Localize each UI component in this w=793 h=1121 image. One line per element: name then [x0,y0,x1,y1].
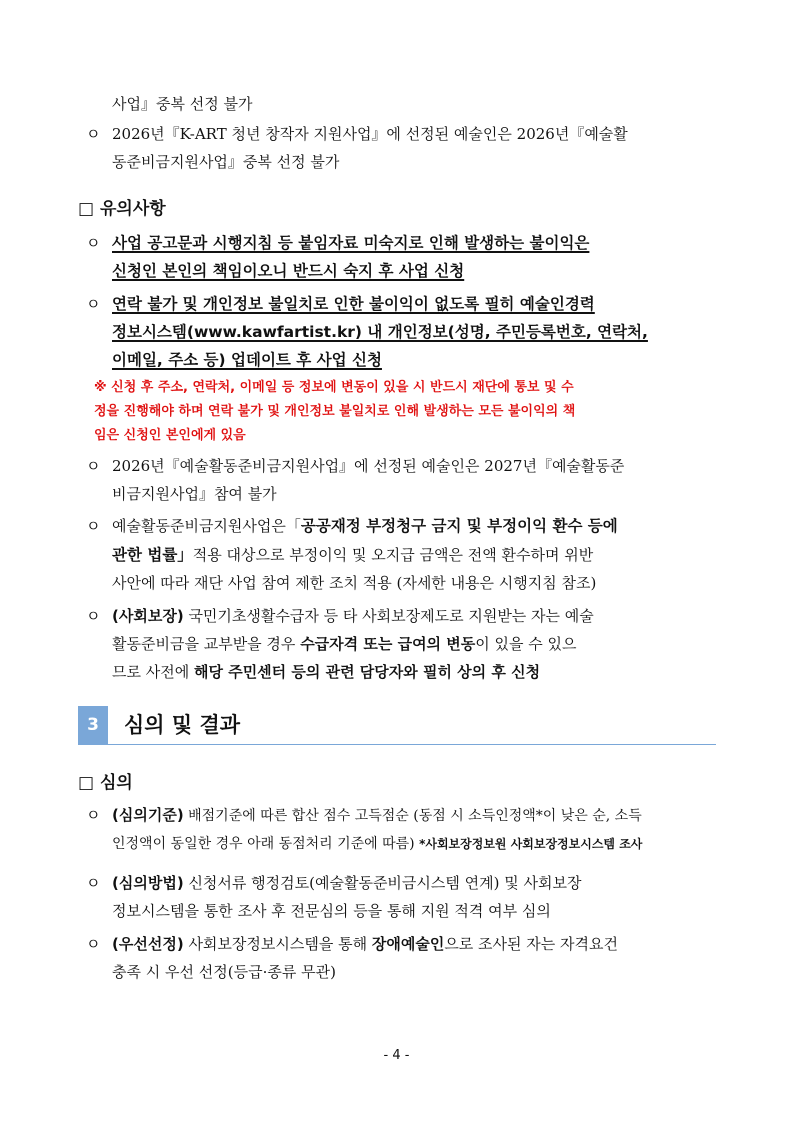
review-method-label: (심의방법) [112,874,184,892]
disabled-artist-text: 장애예술인 [371,935,445,953]
caution-bullet-4-line-2 [112,545,593,565]
review-bullet-1-line-1 [112,805,642,826]
law-intro: 예술활동준비금지원사업은「 [112,517,301,535]
social-security-text-3a: 므로 사전에 [112,663,194,681]
eligibility-change-text: 수급자격 또는 급여의 변동 [300,635,476,653]
law-name-part-2: 관한 법률」 [112,546,193,564]
tie-rule-text: 인정액이 동일한 경우 아래 동점처리 기준에 따름) [112,836,420,852]
caution-bullet-2-line-2: 정보시스템(www.kawfartist.kr) 내 개인정보(성명, 주민등록번호, 연락처, [112,323,648,341]
section-title: 심의 및 결과 [124,713,241,737]
caution-bullet-5-line-1 [112,606,594,626]
page-number: - 4 - [383,1048,410,1063]
bullet-marker: ㅇ [86,234,101,252]
caution-bullet-2-line-3: 이메일, 주소 등) 업데이트 후 사업 신청 [112,351,382,369]
caution-bullet-4-line-3: 사안에 따라 재단 사업 참여 제한 조치 적용 (자세한 내용은 시행지침 참조) [112,574,597,592]
social-security-text-2a: 활동준비금을 교부받을 경우 [112,635,301,653]
bullet-marker: ㅇ [86,295,101,313]
kart-bullet-line-1: 2026년『K-ART 청년 창작자 지원사업』에 선정된 예술인은 2026년『예술활 [112,125,628,143]
bullet-marker: ㅇ [86,935,101,953]
law-application-text: 적용 대상으로 부정이익 및 오지급 금액은 전액 환수하며 위반 [192,546,594,564]
bullet-marker: ㅇ [86,125,101,143]
bullet-marker: ㅇ [86,607,101,625]
review-heading: □ 심의 [78,773,133,793]
caution-bullet-1-line-2: 신청인 본인의 책임이오니 반드시 숙지 후 사업 신청 [112,262,465,280]
bullet-marker: ㅇ [86,517,101,535]
bullet-marker: ㅇ [86,806,101,824]
law-name-part-1: 공공재정 부정청구 금지 및 부정이익 환수 등에 [300,517,618,535]
bullet-marker: ㅇ [86,874,101,892]
review-bullet-2-line-1 [112,873,581,893]
caution-bullet-3-line-2: 비금지원사업』참여 불가 [112,485,277,503]
caution-bullet-4-line-1 [112,516,618,536]
priority-text-b: 으로 조사된 자는 자격요건 [444,935,619,953]
caution-bullet-5-line-2 [112,634,577,654]
review-method-text: 신청서류 행정검토(예술활동준비금시스템 연계) 및 사회보장 [183,874,582,892]
ssis-footnote: *사회보장정보원 사회보장정보시스템 조사 [419,837,643,851]
review-bullet-1-line-2 [112,834,642,854]
continuation-line: 사업』중복 선정 불가 [112,95,253,113]
bullet-marker: ㅇ [86,457,101,475]
caution-heading: □ 유의사항 [78,199,166,219]
caution-bullet-2-line-1: 연락 불가 및 개인정보 불일치로 인한 불이익이 없도록 필히 예술인경력 [112,295,595,313]
review-criteria-label: (심의기준) [112,806,184,824]
red-notice-line-2: 정을 진행해야 하며 연락 불가 및 개인정보 불일치로 인해 발생하는 모든 불이익의 책 [94,404,576,419]
priority-label: (우선선정) [112,935,184,953]
consult-community-center-text: 해당 주민센터 등의 관련 담당자와 필히 상의 후 신청 [194,663,541,681]
caution-bullet-5-line-3 [112,662,540,682]
review-bullet-3-line-1 [112,934,618,954]
section-divider [78,744,716,745]
caution-bullet-1-line-1: 사업 공고문과 시행지침 등 붙임자료 미숙지로 인해 발생하는 불이익은 [112,234,590,252]
review-bullet-2-line-2: 정보시스템을 통한 조사 후 전문심의 등을 통해 지원 적격 여부 심의 [112,902,551,920]
review-criteria-text: 배점기준에 따른 합산 점수 고득점순 (동점 시 소득인정액*이 낮은 순, 소득 [183,808,642,824]
social-security-text: 국민기초생활수급자 등 타 사회보장제도로 지원받는 자는 예술 [183,607,594,625]
social-security-text-2c: 이 있을 수 있으 [475,635,577,653]
caution-bullet-3-line-1: 2026년『예술활동준비금지원사업』에 선정된 예술인은 2027년『예술활동준 [112,457,625,475]
red-notice-line-3: 임은 신청인 본인에게 있음 [94,428,246,443]
review-bullet-3-line-2: 충족 시 우선 선정(등급·종류 무관) [112,963,336,981]
priority-text-a: 사회보장정보시스템을 통해 [183,935,372,953]
red-notice-line-1: ※ 신청 후 주소, 연락처, 이메일 등 정보에 변동이 있을 시 반드시 재단에 통보 및 수 [94,380,574,395]
section-number-badge: 3 [78,706,108,744]
social-security-label: (사회보장) [112,607,184,625]
kart-bullet-line-2: 동준비금지원사업』중복 선정 불가 [112,153,340,171]
